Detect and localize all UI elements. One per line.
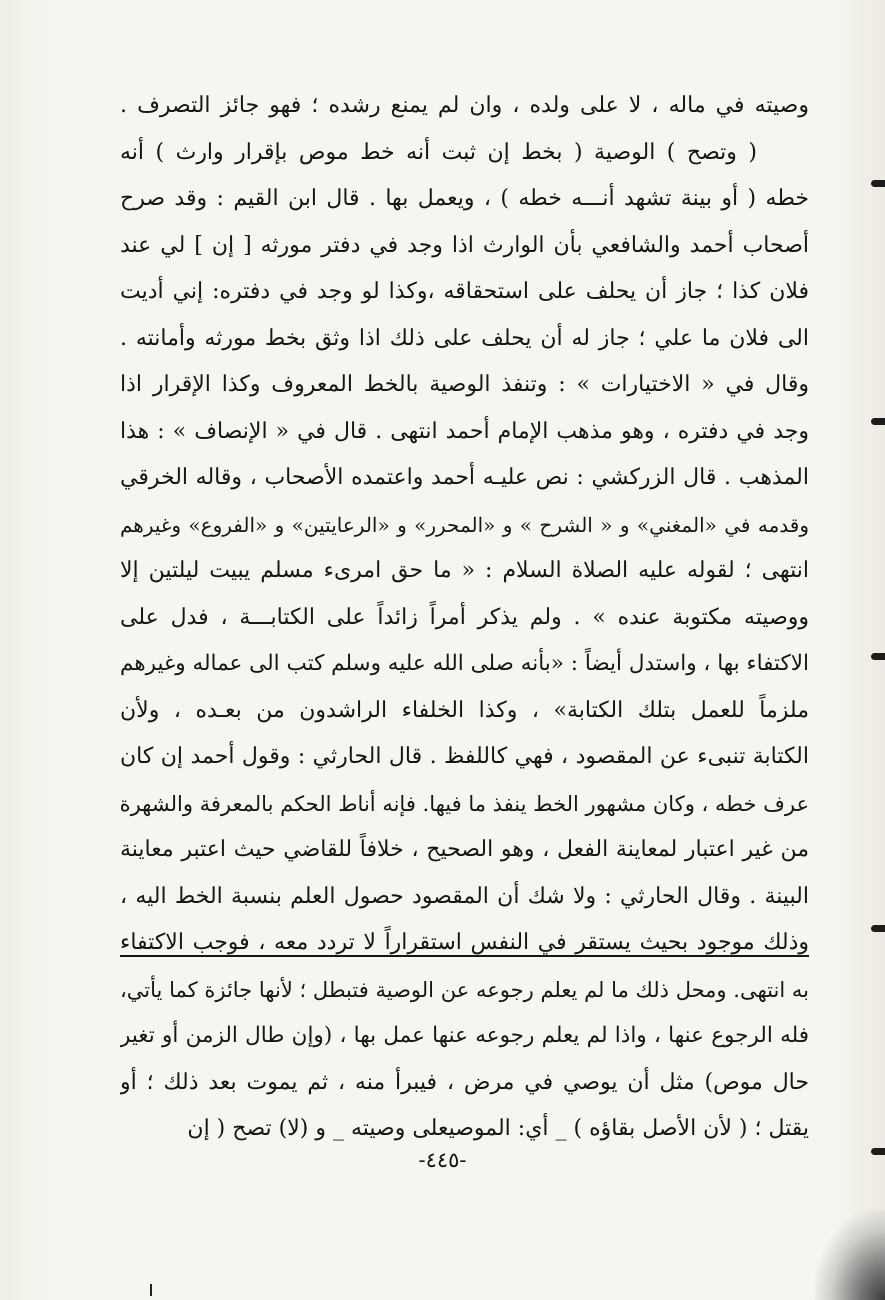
text-line-underlined: وذلك موجود بحيث يستقر في النفس استقراراً لا تردد معه ، فوجب الاكتفاء xyxy=(120,930,809,955)
text-line: الى فلان ما علي ؛ جاز له أن يحلف على ذلك اذا وثق بخط مورثه وأمانته . xyxy=(120,325,809,351)
text-line: عرف خطه ، وكان مشهور الخط ينفذ ما فيها. فإنه أناط الحكم بالمعرفة والشهرة xyxy=(120,791,809,816)
text-line: انتهى ؛ لقوله عليه الصلاة السلام : « ما حق امرىء مسلم يبيت ليلتين إلا xyxy=(120,558,809,583)
text-line: ( وتصح ) الوصية ( بخط إن ثبت أنه خط موص بإقرار وارث ) أنه xyxy=(120,139,757,165)
text-line: به انتهى. ومحل ذلك ما لم يعلم رجوعه عن الوصية فتبطل ؛ لأنها جائزة كما يأتي، xyxy=(120,977,809,1002)
edge-ink-mark xyxy=(871,925,885,932)
scan-corner-shadow xyxy=(815,1210,885,1300)
edge-ink-mark xyxy=(871,180,885,187)
text-line: حال موص) مثل أن يوصي في مرض ، فيبرأ منه ، ثم يموت بعد ذلك ؛ أو xyxy=(120,1069,809,1095)
text-line: فله الرجوع عنها ، واذا لم يعلم رجوعه عنها عمل بها ، (وإن طال الزمن أو تغير xyxy=(120,1023,809,1048)
text-line: الكتابة تنبىء عن المقصود ، فهي كاللفظ . قال الحارثي : وقول أحمد إن كان xyxy=(120,744,809,769)
text-line: البينة . وقال الحارثي : ولا شك أن المقصود حصول العلم بنسبة الخط اليه ، xyxy=(120,883,809,909)
text-line: وقال في « الاختيارات » : وتنفذ الوصية بالخط المعروف وكذا الإقرار اذا xyxy=(120,372,809,397)
text-line: يقتل ؛ ( لأن الأصل بقاؤه ) _ أي: الموصيعلى وصيته _ و (لا) تصح ( إن xyxy=(187,1116,809,1141)
text-line: فلان كذا ؛ جاز أن يحلف على استحقاقه ،وكذا لو وجد في دفتره: إني أديت xyxy=(120,279,809,304)
text-line: وقدمه في «المغني» و « الشرح » و «المحرر» و «الرعايتين» و «الفروع» وغيرهم xyxy=(120,512,809,537)
body-text xyxy=(120,83,809,1153)
text-line: ملزماً للعمل بتلك الكتابة» ، وكذا الخلفاء الراشدون من بعـده ، ولأن xyxy=(120,697,809,723)
text-line: المذهب . قال الزركشي : نص عليـه أحمد واعتمده الأصحاب ، وقاله الخرقي xyxy=(120,465,809,490)
text-line: وجد في دفتره ، وهو مذهب الإمام أحمد انتهى . قال في « الإنصاف » : هذا xyxy=(120,418,809,444)
text-line: خطه ( أو بينة تشهد أنـــه خطه ) ، ويعمل بها . قال ابن القيم : وقد صرح xyxy=(120,186,809,211)
text-line: أصحاب أحمد والشافعي بأن الوارث اذا وجد في دفتر مورثه [ إن ] لي عند xyxy=(120,232,809,258)
stray-ink-mark xyxy=(150,1284,152,1296)
page-number: -٤٤٥- xyxy=(418,1148,467,1172)
edge-ink-mark xyxy=(871,418,885,425)
text-line: وصيته في ماله ، لا على ولده ، وان لم يمنع رشده ؛ فهو جائز التصرف . xyxy=(120,93,809,118)
text-line: ووصيته مكتوبة عنده » . ولم يذكر أمراً زائداً على الكتابـــة ، فدل على xyxy=(120,604,809,630)
text-line: من غير اعتبار لمعاينة الفعل ، وهو الصحيح ، خلافاً للقاضي حيث اعتبر معاينة xyxy=(120,837,809,862)
edge-ink-mark xyxy=(871,653,885,660)
text-line: الاكتفاء بها ، واستدل أيضاً : «بأنه صلى الله عليه وسلم كتب الى عماله وغيرهم xyxy=(120,651,809,676)
